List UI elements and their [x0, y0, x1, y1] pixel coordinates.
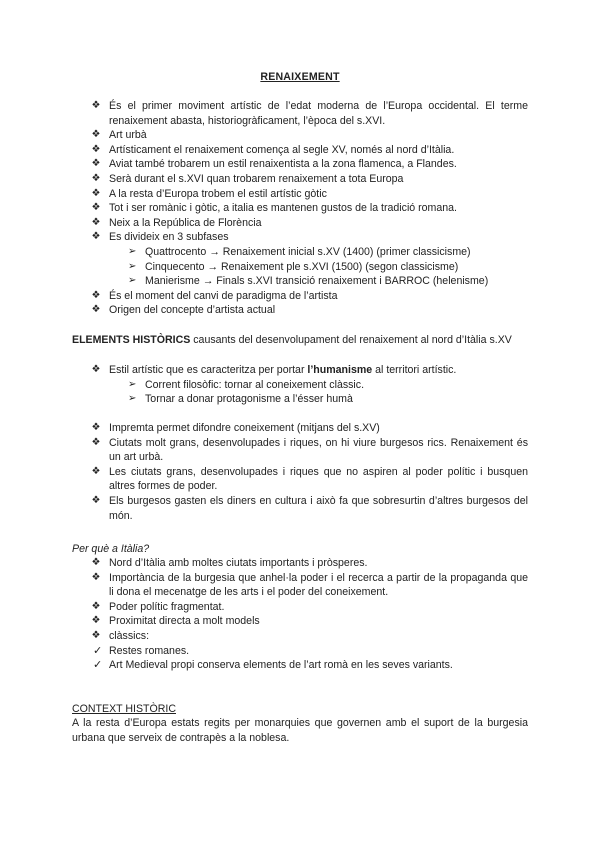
list-item: ❖ Serà durant el s.XVI quan trobarem renaixement a tota Europa: [91, 172, 404, 185]
sub-item: ➢ Tornar a donar protagonisme a l’ésser humà: [128, 393, 353, 406]
subphase-item: ➢ Cinquecento → Renaixement ple s.XVI (1500) (segon classicisme): [128, 260, 459, 273]
list-item: ❖ Neix a la República de Florència: [91, 216, 262, 229]
diamond-bullet-icon: ❖: [91, 494, 101, 506]
sub-item: ➢ Corrent filosòfic: tornar al coneixement clàssic.: [128, 378, 365, 391]
check-item: ✓ Art Medieval propi conserva elements de l’art romà en les seves variants.: [93, 659, 453, 672]
list-item: ❖ Estil artístic que es caracteritza per portar l’humanisme al territori artístic.: [91, 364, 457, 376]
list-item: ❖ És el moment del canvi de paradigma de l’artista: [91, 289, 338, 302]
check-mark-icon: ✓: [93, 659, 103, 672]
elements-bullet-list: [0, 421, 600, 523]
list-item: ❖ Les ciutats grans, desenvolupades i riques que no aspiren al poder polític i busquen altres formes de poder.: [91, 465, 528, 493]
arrowhead-bullet-icon: ➢: [128, 378, 137, 390]
diamond-bullet-icon: ❖: [91, 436, 101, 448]
check-mark-icon: ✓: [93, 644, 103, 657]
diamond-bullet-icon: ❖: [91, 304, 101, 316]
diamond-bullet-icon: ❖: [91, 629, 101, 641]
diamond-bullet-icon: ❖: [91, 216, 101, 228]
list-item: ❖ Poder polític fragmentat.: [91, 600, 225, 613]
diamond-bullet-icon: ❖: [91, 364, 101, 375]
arrowhead-bullet-icon: ➢: [128, 275, 137, 287]
diamond-bullet-icon: ❖: [91, 187, 101, 199]
diamond-bullet-icon: ❖: [91, 129, 101, 141]
italia-list: [0, 556, 600, 673]
list-item: ❖ Ciutats molt grans, desenvolupades i riques, on hi viure burgesos rics. Renaixement és un art urbà.: [91, 436, 528, 464]
subphase-item: ➢ Quattrocento → Renaixement inicial s.XV (1400) (primer classicisme): [128, 245, 471, 258]
diamond-bullet-icon: ❖: [91, 202, 101, 214]
diamond-bullet-icon: ❖: [91, 600, 101, 612]
elements-heading: ELEMENTS HISTÒRICS causants del desenvolupament del renaixement al nord d’Itàlia s.XV: [72, 334, 512, 346]
elements-list: [0, 363, 600, 407]
list-item: ❖ Impremta permet difondre coneixement (mitjans del s.XV): [91, 422, 380, 434]
diamond-bullet-icon: ❖: [91, 422, 101, 433]
diamond-bullet-icon: ❖: [91, 158, 101, 170]
list-item: ❖ Art urbà: [91, 129, 147, 142]
arrowhead-bullet-icon: ➢: [128, 393, 137, 405]
diamond-bullet-icon: ❖: [91, 100, 101, 111]
diamond-bullet-icon: ❖: [91, 143, 101, 155]
check-item: ✓ Restes romanes.: [93, 644, 190, 657]
list-item: ❖ clàssics:: [91, 629, 150, 642]
list-item: ❖ Aviat també trobarem un estil renaixentista a la zona flamenca, a Flandes.: [91, 158, 457, 171]
list-item: ❖ A la resta d’Europa trobem el estil artístic gòtic: [91, 187, 327, 200]
list-item: ❖ Origen del concepte d’artista actual: [91, 304, 276, 317]
list-item: ❖ Els burgesos gasten els diners en cultura i això fa que sobresurtin d’altres burgesos del món.: [91, 494, 528, 522]
list-item: ❖ Importància de la burgesia que anhel·la poder i el recerca a partir de la propaganda que li dona el mecenatge de les arts i el poder del coneixement.: [91, 571, 528, 599]
diamond-bullet-icon: ❖: [91, 615, 101, 627]
italia-heading: Per què a Itàlia?: [72, 543, 150, 555]
context-text: A la resta d’Europa estats regits per monarquies que governen amb el suport de la burgesia urbana que serveix de contrapès a la noblesa.: [72, 717, 528, 744]
diamond-bullet-icon: ❖: [91, 172, 101, 184]
arrowhead-bullet-icon: ➢: [128, 245, 137, 257]
diamond-bullet-icon: ❖: [91, 289, 101, 301]
page-title: RENAIXEMENT: [260, 71, 340, 83]
arrowhead-bullet-icon: ➢: [128, 260, 137, 272]
diamond-bullet-icon: ❖: [91, 231, 101, 243]
diamond-bullet-icon: ❖: [91, 571, 101, 583]
list-item: ❖ Tot i ser romànic i gòtic, a italia es mantenen gustos de la tradició romana.: [91, 202, 457, 215]
context-heading: CONTEXT HISTÒRIC: [72, 703, 176, 715]
intro-bullet-list: [0, 99, 600, 318]
list-item: ❖ Proximitat directa a molt models: [91, 615, 260, 628]
subphase-item: ➢ Manierisme → Finals s.XVI transició renaixement i BARROC (helenisme): [128, 275, 489, 288]
list-item: ❖ Nord d’Itàlia amb moltes ciutats importants i pròsperes.: [91, 557, 368, 569]
list-item: ❖ Es divideix en 3 subfases: [91, 231, 229, 244]
diamond-bullet-icon: ❖: [91, 465, 101, 477]
diamond-bullet-icon: ❖: [91, 557, 101, 568]
list-item: ❖ Artísticament el renaixement comença al segle XV, només al nord d’Itàlia.: [91, 143, 455, 156]
list-item: ❖ És el primer moviment artístic de l’edat moderna de l’Europa occidental. El terme renaixement abasta, historiogràficament, l’època del s.XVI.: [91, 100, 528, 127]
